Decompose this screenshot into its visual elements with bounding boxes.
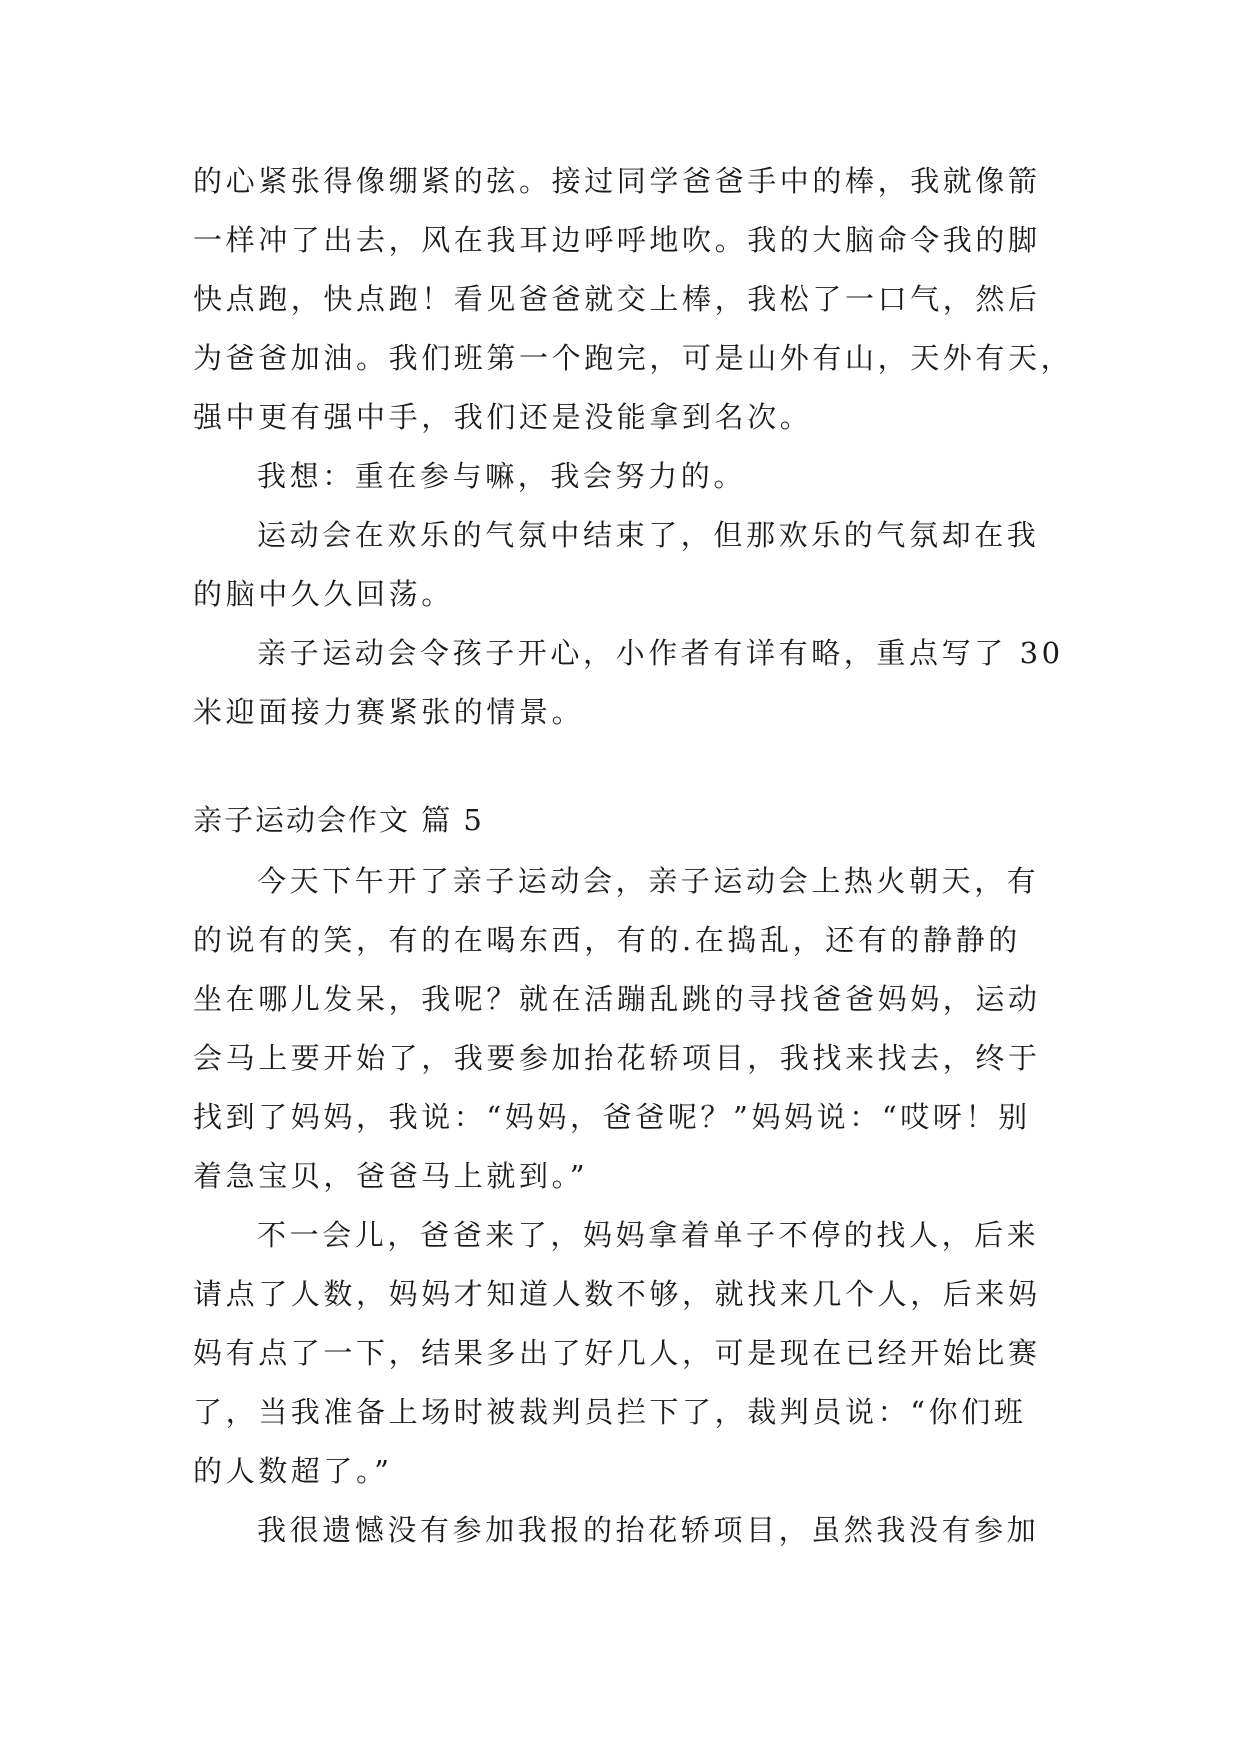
text-line: 不一会儿，爸爸来了，妈妈拿着单子不停的找人，后来 (257, 1218, 1040, 1252)
text-line: 了，当我准备上场时被裁判员拦下了，裁判员说：“你们班 (193, 1395, 1027, 1429)
text-line: 为爸爸加油。我们班第一个跑完，可是山外有山，天外有天， (193, 341, 1074, 375)
text-line: 我想：重在参与嘛，我会努力的。 (257, 459, 747, 493)
section-title: 亲子运动会作文 篇 5 (193, 803, 484, 837)
text-line: 的心紧张得像绷紧的弦。接过同学爸爸手中的棒，我就像箭 (193, 164, 1041, 198)
text-line: 的脑中久久回荡。 (193, 577, 454, 611)
text-line: 请点了人数，妈妈才知道人数不够，就找来几个人，后来妈 (193, 1277, 1041, 1311)
essay-continuation (193, 152, 1074, 742)
text-line: 着急宝贝，爸爸马上就到。” (193, 1159, 589, 1193)
text-line: 我很遗憾没有参加我报的抬花轿项目，虽然我没有参加 (257, 1513, 1040, 1547)
essay-body (193, 852, 1048, 1560)
text-line: 米迎面接力赛紧张的情景。 (193, 695, 585, 729)
text-line: 亲子运动会令孩子开心，小作者有详有略，重点写了 30 (257, 636, 1064, 670)
text-line: 找到了妈妈，我说：“妈妈，爸爸呢？”妈妈说：“哎呀！别 (193, 1100, 1031, 1134)
text-line: 会马上要开始了，我要参加抬花轿项目，我找来找去，终于 (193, 1041, 1041, 1075)
text-line: 强中更有强中手，我们还是没能拿到名次。 (193, 400, 813, 434)
text-line: 今天下午开了亲子运动会，亲子运动会上热火朝天，有 (257, 864, 1040, 898)
text-line: 快点跑，快点跑！看见爸爸就交上棒，我松了一口气，然后 (193, 282, 1041, 316)
text-line: 的说有的笑，有的在喝东西，有的.在捣乱，还有的静静的 (193, 923, 1021, 957)
text-line: 妈有点了一下，结果多出了好几人，可是现在已经开始比赛 (193, 1336, 1041, 1370)
text-line: 运动会在欢乐的气氛中结束了，但那欢乐的气氛却在我 (257, 518, 1040, 552)
text-line: 坐在哪儿发呆，我呢？就在活蹦乱跳的寻找爸爸妈妈，运动 (193, 982, 1041, 1016)
text-line: 一样冲了出去，风在我耳边呼呼地吹。我的大脑命令我的脚 (193, 223, 1041, 257)
text-line: 的人数超了。” (193, 1454, 393, 1488)
